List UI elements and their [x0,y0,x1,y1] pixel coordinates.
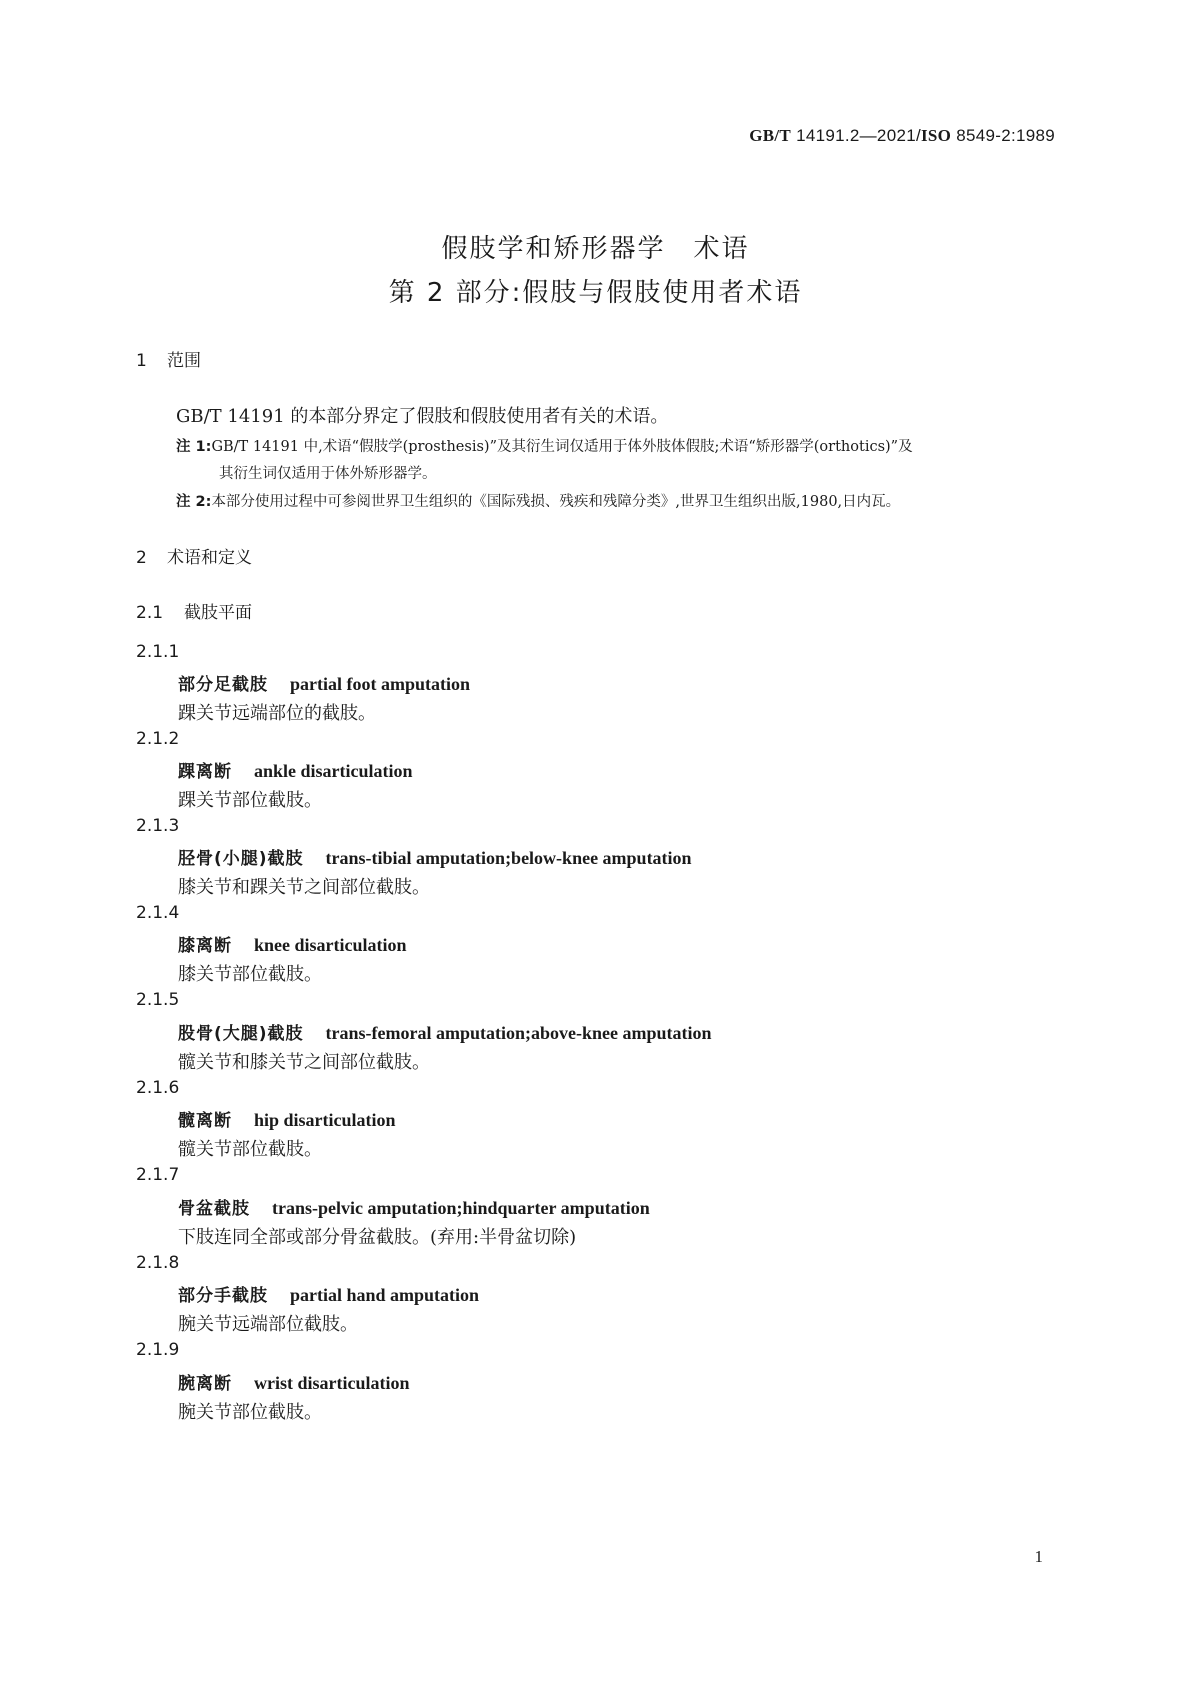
scope-paragraph: GB/T 14191 的本部分界定了假肢和假肢使用者有关的术语。 [176,406,669,427]
note-1: 注 1:GB/T 14191 中,术语“假肢学(prosthesis)”及其衍生词仅适用于体外肢体假肢;术语“矫形器学(orthotics)”及 [176,439,913,455]
term-entry: 膝离断 knee disarticulation [178,935,407,956]
document-title-line1: 假肢学和矫形器学 术语 [441,234,750,264]
term-number: 2.1.2 [136,729,180,749]
term-number: 2.1.5 [136,990,180,1010]
term-definition: 腕关节部位截肢。 [178,1402,322,1423]
note-2: 注 2:本部分使用过程中可参阅世界卫生组织的《国际残损、残疾和残障分类》,世界卫生组织出版,1980,日内瓦。 [176,494,901,510]
term-entry: 胫骨(小腿)截肢 trans-tibial amputation;below-knee amputation [178,848,692,869]
term-definition: 髋关节部位截肢。 [178,1139,322,1160]
section-heading-terms: 2 术语和定义 [136,548,252,568]
term-number: 2.1.7 [136,1165,180,1185]
term-number: 2.1.4 [136,903,180,923]
term-entry: 腕离断 wrist disarticulation [178,1373,410,1394]
term-definition: 踝关节部位截肢。 [178,790,322,811]
term-entry: 髋离断 hip disarticulation [178,1110,396,1131]
term-entry: 部分手截肢 partial hand amputation [178,1285,480,1306]
term-number: 2.1.3 [136,816,180,836]
term-entry: 踝离断 ankle disarticulation [178,761,413,782]
term-definition: 髋关节和膝关节之间部位截肢。 [178,1052,430,1073]
standard-code: GB/T 14191.2—2021/ISO 8549-2:1989 [749,126,1055,145]
page-number: 1 [1034,1547,1043,1566]
subsection-heading-amputation-levels: 2.1 截肢平面 [136,603,252,623]
term-number: 2.1.8 [136,1253,180,1273]
term-entry: 股骨(大腿)截肢 trans-femoral amputation;above-knee amputation [178,1023,712,1044]
term-definition: 膝关节部位截肢。 [178,964,322,985]
section-heading-scope: 1 范围 [136,351,201,371]
term-definition: 腕关节远端部位截肢。 [178,1314,358,1335]
term-definition: 膝关节和踝关节之间部位截肢。 [178,877,430,898]
term-definition: 踝关节远端部位的截肢。 [178,703,376,724]
term-number: 2.1.9 [136,1340,180,1360]
document-title-line2: 第 2 部分:假肢与假肢使用者术语 [388,278,803,308]
note-1-continuation: 其衍生词仅适用于体外矫形器学。 [219,466,437,482]
term-number: 2.1.1 [136,642,180,662]
term-entry: 部分足截肢 partial foot amputation [178,674,470,695]
term-definition: 下肢连同全部或部分骨盆截肢。(弃用:半骨盆切除) [178,1227,577,1248]
term-entry: 骨盆截肢 trans-pelvic amputation;hindquarter amputation [178,1198,650,1219]
term-number: 2.1.6 [136,1078,180,1098]
